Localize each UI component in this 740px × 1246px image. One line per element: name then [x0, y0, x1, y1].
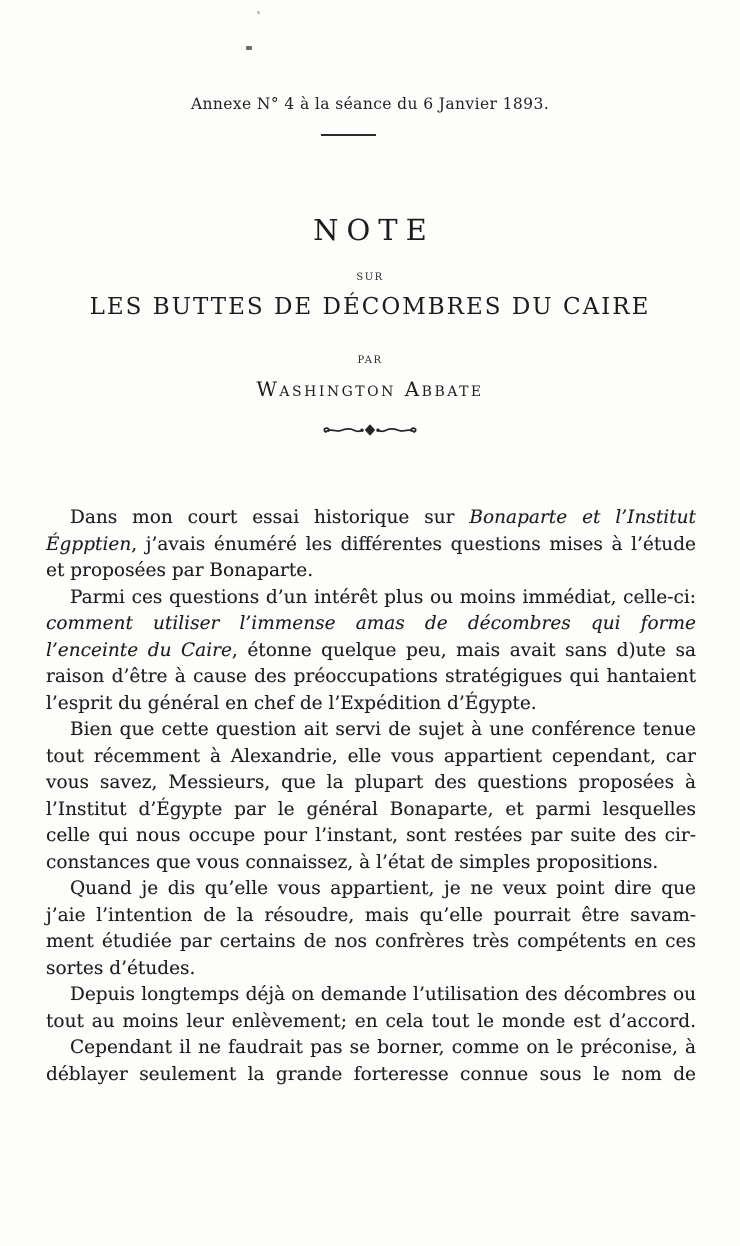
text-segment: Cependant il ne faudrait pas se borner, comme on le préconise, à: [70, 1037, 696, 1058]
text-segment: Bien que cette question ait servi de sujet à une conférence tenue: [70, 719, 696, 740]
text-segment: Parmi ces questions d’un intérêt plus ou moins immédiat, celle-ci:: [70, 586, 696, 608]
text-line: [46, 929, 696, 956]
paragraph: [46, 505, 696, 585]
text-line: [46, 903, 696, 930]
paragraph: [46, 717, 696, 876]
text-line: [46, 1062, 696, 1089]
text-line: [46, 691, 696, 718]
text-segment: j’aie l’intention de la résoudre, mais qu’elle pourrait être savam-: [46, 904, 696, 926]
text-segment: raison d’être à cause des préoccupations stratégigues qui hantaient: [46, 666, 696, 687]
text-line: [46, 982, 696, 1009]
text-line: [46, 611, 696, 638]
text-segment: constances que vous connaissez, à l’état de simples propositions.: [46, 851, 659, 873]
text-segment: Dans mon court essai historique sur: [70, 507, 470, 528]
paragraph: [46, 876, 696, 982]
text-line: [46, 1009, 696, 1036]
text-line: [46, 717, 696, 744]
text-segment: , j’avais énuméré les différentes questions mises à l’étude: [131, 533, 696, 555]
text-line: [46, 664, 696, 691]
text-segment: vous savez, Messieurs, que la plupart des questions proposées à: [46, 772, 696, 793]
flourish-ornament-icon: [0, 421, 740, 443]
text-line: [46, 770, 696, 797]
document-body: [46, 505, 696, 1088]
paragraph: [46, 982, 696, 1035]
text-line: [46, 876, 696, 903]
text-line: [46, 505, 696, 532]
paragraph: [46, 585, 696, 718]
text-line: [46, 532, 696, 559]
text-segment: ment étudiée par certains de nos confrères très compétents en ces: [46, 931, 696, 952]
annex-header: Annexe N° 4 à la séance du 6 Janvier 1893.: [190, 95, 550, 113]
document-title: NOTE: [313, 213, 435, 247]
text-segment: et proposées par Bonaparte.: [46, 560, 314, 581]
text-line: [46, 823, 696, 850]
scan-speck: [246, 46, 252, 50]
document-subtitle: LES BUTTES DE DÉCOMBRES DU CAIRE: [89, 294, 651, 320]
text-segment: tout récemment à Alexandrie, elle vous appartient cependant, car: [46, 745, 696, 767]
sur-connector: SUR: [356, 272, 384, 283]
paragraph: [46, 1035, 696, 1088]
text-segment: , étonne quelque peu, mais avait sans d)ute sa: [231, 639, 696, 661]
author-name: Washington Abbate: [256, 377, 484, 401]
text-segment: l’Institut d’Égypte par le général Bonaparte, et parmi lesquelles: [46, 798, 696, 820]
text-line: [46, 850, 696, 877]
text-line: [46, 956, 696, 983]
scan-speck: [257, 11, 260, 14]
italic-text-segment: l’enceinte du Caire: [46, 639, 232, 661]
text-line: [46, 744, 696, 771]
text-line: [46, 558, 696, 585]
header-rule: [321, 134, 376, 136]
text-segment: Quand je dis qu’elle vous appartient, je ne veux point dire que: [70, 878, 696, 899]
text-line: [46, 585, 696, 612]
par-connector: PAR: [357, 355, 383, 366]
text-segment: Depuis longtemps déjà on demande l’utilisation des décombres ou: [70, 984, 696, 1005]
text-line: [46, 797, 696, 824]
text-segment: l’esprit du général en chef de l’Expédition d’Égypte.: [46, 692, 537, 714]
italic-text-segment: Bonaparte et l’Institut: [469, 507, 696, 528]
text-line: [46, 1035, 696, 1062]
text-segment: déblayer seulement la grande forteresse connue sous le nom de: [46, 1063, 696, 1085]
italic-text-segment: Égpptien: [46, 533, 132, 555]
text-segment: tout au moins leur enlèvement; en cela tout le monde est d’accord.: [46, 1010, 696, 1032]
text-segment: sortes d’études.: [46, 957, 196, 979]
text-segment: celle qui nous occupe pour l’instant, sont restées par suite des cir-: [46, 825, 696, 846]
italic-text-segment: comment utiliser l’immense amas de décombres qui forme: [46, 613, 696, 634]
text-line: [46, 638, 696, 665]
